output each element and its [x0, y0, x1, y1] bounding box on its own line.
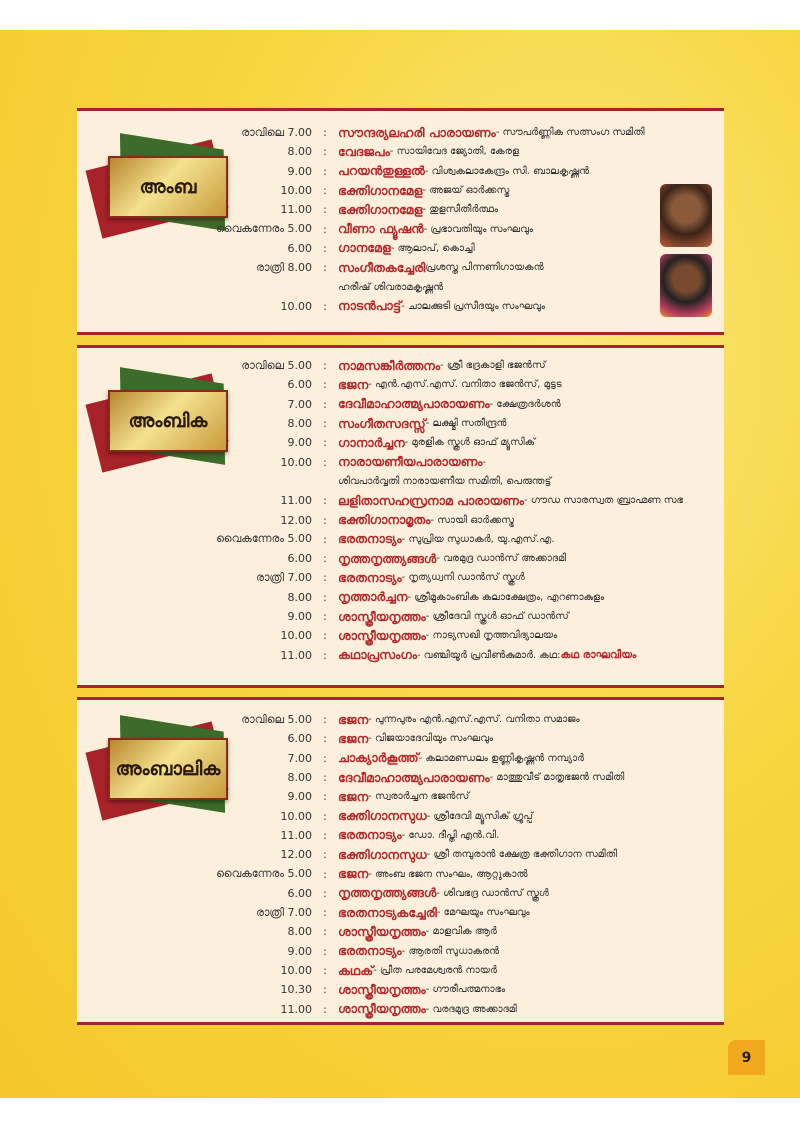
- schedule-row: [200, 922, 720, 941]
- time: 8.00: [287, 925, 312, 939]
- program-title: ഗാനമേള: [338, 240, 391, 256]
- schedule-row: [200, 258, 720, 277]
- time: 10.00: [280, 299, 312, 313]
- schedule-row: [200, 549, 720, 568]
- separator: :: [323, 828, 327, 842]
- separator: :: [323, 378, 327, 392]
- time: 11.00: [280, 494, 312, 508]
- section-ambika: [77, 345, 724, 688]
- performer: - നൃത്യധ്വനി ഡാൻസ് സ്കൂൾ: [401, 572, 525, 584]
- schedule-row: [200, 162, 720, 181]
- schedule-row: [200, 510, 720, 529]
- time: വൈകന്നേരം 5.00: [216, 222, 312, 236]
- time: 11.00: [280, 1002, 312, 1016]
- schedule-row-continued: [200, 277, 720, 296]
- separator: :: [323, 983, 327, 997]
- time: 8.00: [287, 145, 312, 159]
- program-title: സംഗീതകച്ചേരി: [338, 259, 426, 275]
- separator: :: [323, 455, 327, 469]
- separator: :: [323, 1002, 327, 1016]
- program-title: ഭക്തിഗാനസുധ: [338, 808, 427, 824]
- time: 6.00: [287, 552, 312, 566]
- separator: :: [323, 417, 327, 431]
- time: 12.00: [280, 848, 312, 862]
- separator: :: [323, 397, 327, 411]
- time: 8.00: [287, 590, 312, 604]
- program-title: ഭക്തിഗാനമേള: [338, 182, 423, 198]
- performer: - ശിവഭദ്ര ഡാൻസ് സ്കൂൾ: [436, 887, 549, 899]
- time: രാവിലെ 5.00: [241, 358, 312, 372]
- separator: :: [323, 610, 327, 623]
- schedule-row: [200, 433, 720, 452]
- time: 6.00: [287, 241, 312, 255]
- performer: പ്രശസ്ത പിന്നണിഗായകൻ: [425, 262, 544, 274]
- separator: :: [323, 867, 327, 881]
- program-title: നൃത്തനൃത്ത്യങ്ങൾ: [338, 885, 437, 901]
- schedule-row: [200, 356, 720, 375]
- program-title: ലളിതാസഹസ്രനാമ പാരായണം: [338, 492, 525, 508]
- time: 11.00: [280, 828, 312, 842]
- program-title: വീണാ ഫ്യൂഷൻ: [338, 221, 424, 237]
- separator: :: [323, 906, 327, 920]
- separator: :: [323, 732, 327, 746]
- performer: - പ്രീത പരമേശ്വരൻ നായർ: [373, 965, 497, 976]
- schedule-list: [200, 710, 720, 1019]
- program-title: ഭരതനാട്യം: [338, 531, 402, 547]
- performer: -: [482, 456, 487, 468]
- schedule-row: [200, 980, 720, 999]
- time: 6.00: [287, 378, 312, 392]
- schedule-row: [200, 961, 720, 980]
- time: വൈകന്നേരം 5.00: [216, 532, 312, 546]
- performer: ഹരീഷ് ശിവരാമകൃഷ്ണൻ: [338, 281, 444, 293]
- program-title: സംഗീതസദസ്സ്: [338, 415, 426, 431]
- time: 6.00: [287, 886, 312, 900]
- time: 10.30: [280, 983, 312, 997]
- performer: - വരമുദ്ര ഡാൻസ് അക്കാദമി: [436, 553, 567, 565]
- program-title: നാമസങ്കീർത്തനം: [338, 357, 441, 373]
- time: 7.00: [287, 397, 312, 411]
- program-title: ശാസ്ത്രീയനൃത്തം: [338, 923, 426, 939]
- performer: - അംബ ഭജന സംഘം, ആറ്റുകാൽ: [368, 868, 528, 880]
- time: 8.00: [287, 771, 312, 785]
- performer: - ഡോ. ദീപ്തി എൻ.വി.: [401, 829, 500, 841]
- separator: :: [323, 164, 327, 178]
- performer: - സായി ഓർക്കസ്ട്ര: [430, 514, 514, 526]
- program-title: ശാസ്ത്രീയനൃത്തം: [338, 981, 426, 997]
- separator: :: [323, 771, 327, 785]
- program-title: കഥാപ്രസംഗം: [338, 647, 418, 663]
- separator: :: [323, 241, 327, 255]
- story-title: കഥ രാഘവീയം: [560, 648, 637, 661]
- program-title: നൃത്താർച്ചന: [338, 589, 408, 605]
- program-title: ചാക്യാർകൂത്ത്: [338, 750, 419, 766]
- time: 11.00: [280, 648, 312, 662]
- schedule-row: [200, 884, 720, 903]
- program-title: ഭജന: [338, 376, 369, 392]
- program-title: കഥക്: [338, 962, 374, 978]
- schedule-row: [200, 530, 720, 549]
- section-amba: [77, 108, 724, 335]
- performer: - ക്ഷേത്രദർശൻ: [489, 398, 561, 410]
- schedule-row: [200, 395, 720, 414]
- program-title: ഗാനാർച്ചന: [338, 434, 405, 450]
- schedule-row: [200, 239, 720, 258]
- time: 6.00: [287, 732, 312, 746]
- time: 11.00: [280, 203, 312, 217]
- program-title: ഭക്തിഗാനമേള: [338, 201, 423, 217]
- program-title: ഭരതനാട്യം: [338, 569, 402, 585]
- performer: - എൻ.എസ്.എസ്. വനിതാ ഭജൻസ്, മുട്ടട: [368, 379, 562, 391]
- page-number: 9: [728, 1040, 765, 1075]
- performer: - ശ്രീമൂകാംബിക കലാക്ഷേത്രം, എറണാകുളം: [407, 591, 605, 603]
- time: 9.00: [287, 610, 312, 623]
- performer: - ആരതി സുധാകരൻ: [401, 945, 500, 957]
- separator: :: [323, 494, 327, 508]
- performer: - പുന്നപുരം എൻ.എസ്.എസ്. വനിതാ സമാജം: [368, 714, 580, 726]
- separator: :: [323, 925, 327, 939]
- program-title: വേദജപം: [338, 143, 390, 159]
- schedule-row: [200, 826, 720, 845]
- program-title: ശാസ്ത്രീയനൃത്തം: [338, 1001, 426, 1017]
- time: 9.00: [287, 944, 312, 958]
- program-title: ശാസ്ത്രീയനൃത്തം: [338, 627, 426, 643]
- program-title: ഭരതനാട്യകച്ചേരി: [338, 904, 437, 920]
- performer: - ആലാപ്, കൊച്ചി: [390, 242, 475, 254]
- separator: :: [323, 944, 327, 958]
- section-title: അംബ: [139, 176, 197, 198]
- program-title: ഭജന: [338, 730, 369, 746]
- performer: - പ്രഭാവതിയും സംഘവും: [423, 223, 534, 235]
- schedule-row: [200, 123, 720, 142]
- performer: - വഞ്ചിയൂർ പ്രവീൺകുമാർ. കഥ:: [417, 649, 561, 661]
- schedule-row: [200, 903, 720, 922]
- schedule-row: [200, 414, 720, 433]
- program-title: ദേവീമാഹാത്മ്യപാരായണം: [338, 769, 490, 785]
- time: 9.00: [287, 164, 312, 178]
- performer: - സായിവേദ ജ്യോതി, കേരള: [389, 146, 520, 158]
- time: 8.00: [287, 417, 312, 431]
- schedule-row: [200, 864, 720, 883]
- section-ambalika: [77, 697, 724, 1025]
- separator: :: [323, 648, 327, 662]
- program-title: ഭജന: [338, 711, 369, 727]
- performer: - അജയ് ഓർക്കസ്ട്ര: [422, 185, 510, 197]
- separator: :: [323, 532, 327, 546]
- time: 12.00: [280, 513, 312, 527]
- performer: - കലാമണ്ഡലം ഉണ്ണികൃഷ്ണൻ നമ്പ്യാർ: [418, 752, 585, 764]
- separator: :: [323, 513, 327, 527]
- schedule-row: [200, 375, 720, 394]
- time: വൈകന്നേരം 5.00: [216, 867, 312, 881]
- program-title: സൗന്ദര്യലഹരി പാരായണം: [338, 124, 496, 140]
- separator: :: [323, 359, 327, 373]
- separator: :: [323, 126, 327, 140]
- time: 10.00: [280, 964, 312, 977]
- program-title: ഭക്തിഗാനസുധ: [338, 846, 427, 862]
- time: 9.00: [287, 790, 312, 804]
- time: രാത്രി 7.00: [255, 905, 312, 919]
- performer: - വിജയാദേവിയും സംഘവും: [368, 733, 494, 745]
- separator: :: [323, 436, 327, 450]
- performer: - ഗൗരീപത്മനാഭം: [425, 984, 506, 996]
- schedule-row: [200, 999, 720, 1018]
- schedule-row: [200, 626, 720, 645]
- schedule-row: [200, 452, 720, 471]
- schedule-row: [200, 200, 720, 219]
- performer: - വിശ്വകലാകേന്ദ്രം സി. ബാലകൃഷ്ണൻ: [424, 165, 590, 177]
- schedule-row: [200, 845, 720, 864]
- schedule-row-continued: [200, 472, 720, 491]
- separator: :: [323, 848, 327, 862]
- separator: :: [323, 751, 327, 765]
- separator: :: [323, 261, 327, 275]
- performer: ശിവപാർവ്വതി നാരായണീയ സമിതി, പെരുന്തട്ട്: [338, 475, 552, 487]
- schedule-row: [200, 749, 720, 768]
- schedule-row: [200, 491, 720, 510]
- performer: - തുളസീതീർത്ഥം: [422, 204, 499, 216]
- performer: - മുരളിക സ്കൂൾ ഓഫ് മ്യൂസിക്: [404, 437, 536, 449]
- time: 10.00: [280, 629, 312, 643]
- performer-photo: [660, 184, 712, 247]
- separator: :: [323, 713, 327, 727]
- separator: :: [323, 886, 327, 900]
- schedule-row: [200, 297, 720, 316]
- performer: - സ്വരാർച്ചന ഭജൻസ്: [368, 791, 470, 803]
- schedule-row: [200, 942, 720, 961]
- performer: - ശ്രീ തമ്പുരാൻ ക്ഷേത്ര ഭക്തിഗാന സമിതി: [426, 849, 618, 861]
- separator: :: [323, 145, 327, 159]
- program-title: ഭരതനാട്യം: [338, 943, 402, 959]
- time: രാവിലെ 7.00: [241, 125, 312, 139]
- schedule-row: [200, 219, 720, 238]
- performer: - നാട്യസഖി നൃത്തവിദ്യാലയം: [425, 630, 558, 642]
- program-title: നാരായണീയപാരായണം: [338, 454, 483, 470]
- performer: - ഗൗഡ സാരസ്വത ബ്രാഹ്മണ സഭ: [524, 495, 683, 507]
- schedule-row: [200, 768, 720, 787]
- time: 9.00: [287, 436, 312, 450]
- schedule-row: [200, 729, 720, 748]
- program-title: നാടൻപാട്ട്: [338, 298, 402, 314]
- separator: :: [323, 222, 327, 236]
- performer: - ലക്ഷ്മി സതീന്ദ്രൻ: [425, 418, 507, 430]
- schedule-row: [200, 645, 720, 664]
- performer: - ശ്രീദേവി മ്യൂസിക് ഗ്രൂപ്പ്: [426, 810, 533, 822]
- performer: - വരദമുദ്ര അക്കാദമി: [425, 1003, 517, 1015]
- performer: - സുപ്രിയ സുധാകർ, യു.എസ്.എ.: [401, 533, 555, 545]
- program-title: നൃത്തനൃത്ത്യങ്ങൾ: [338, 550, 437, 566]
- performer: - ശ്രീ ഭദ്രകാളി ഭജൻസ്: [440, 360, 546, 372]
- time: 10.00: [280, 184, 312, 198]
- section-title: അംബാലിക: [115, 758, 221, 780]
- separator: :: [323, 809, 327, 823]
- time: രാത്രി 7.00: [255, 570, 312, 584]
- separator: :: [323, 571, 327, 585]
- schedule-row: [200, 787, 720, 806]
- time: 7.00: [287, 751, 312, 765]
- time: രാവിലെ 5.00: [241, 712, 312, 726]
- program-title: ഭജന: [338, 866, 369, 882]
- separator: :: [323, 184, 327, 198]
- schedule-list: [200, 356, 720, 665]
- performer: - മാത്തുവീട് മാതൃഭജൻ സമിതി: [489, 772, 625, 784]
- schedule-row: [200, 607, 720, 626]
- separator: :: [323, 203, 327, 217]
- program-title: ഭക്തിഗാനാമൃതം: [338, 512, 431, 528]
- performer: - സൗപർണ്ണിക സത്സംഗ സമിതി: [495, 127, 645, 139]
- schedule-row: [200, 568, 720, 587]
- performer-photo: [660, 254, 712, 317]
- schedule-row: [200, 588, 720, 607]
- program-title: ഭജന: [338, 788, 369, 804]
- time: 10.00: [280, 809, 312, 823]
- separator: :: [323, 552, 327, 566]
- schedule-row: [200, 181, 720, 200]
- separator: :: [323, 964, 327, 977]
- program-title: ശാസ്ത്രീയനൃത്തം: [338, 608, 426, 624]
- program-title: ഭരതനാട്യം: [338, 827, 402, 843]
- separator: :: [323, 299, 327, 313]
- time: രാത്രി 8.00: [255, 260, 312, 274]
- performer: - ചാലക്കുടി പ്രസീദയും സംഘവും: [401, 300, 546, 312]
- schedule-list: [200, 123, 720, 316]
- section-title: അംബിക: [128, 410, 208, 432]
- time: 10.00: [280, 455, 312, 469]
- program-title: പറയൻതുള്ളൽ: [338, 163, 425, 179]
- separator: :: [323, 590, 327, 604]
- separator: :: [323, 629, 327, 643]
- program-title: ദേവീമാഹാത്മ്യപാരായണം: [338, 396, 490, 412]
- schedule-row: [200, 806, 720, 825]
- performer: - മേഘയും സംഘവും: [436, 907, 530, 919]
- schedule-row: [200, 142, 720, 161]
- schedule-row: [200, 710, 720, 729]
- performer: - മാളവിക ആർ: [425, 926, 497, 938]
- separator: :: [323, 790, 327, 804]
- performer: - ശ്രീദേവി സ്കൂൾ ഓഫ് ഡാൻസ്: [425, 611, 569, 622]
